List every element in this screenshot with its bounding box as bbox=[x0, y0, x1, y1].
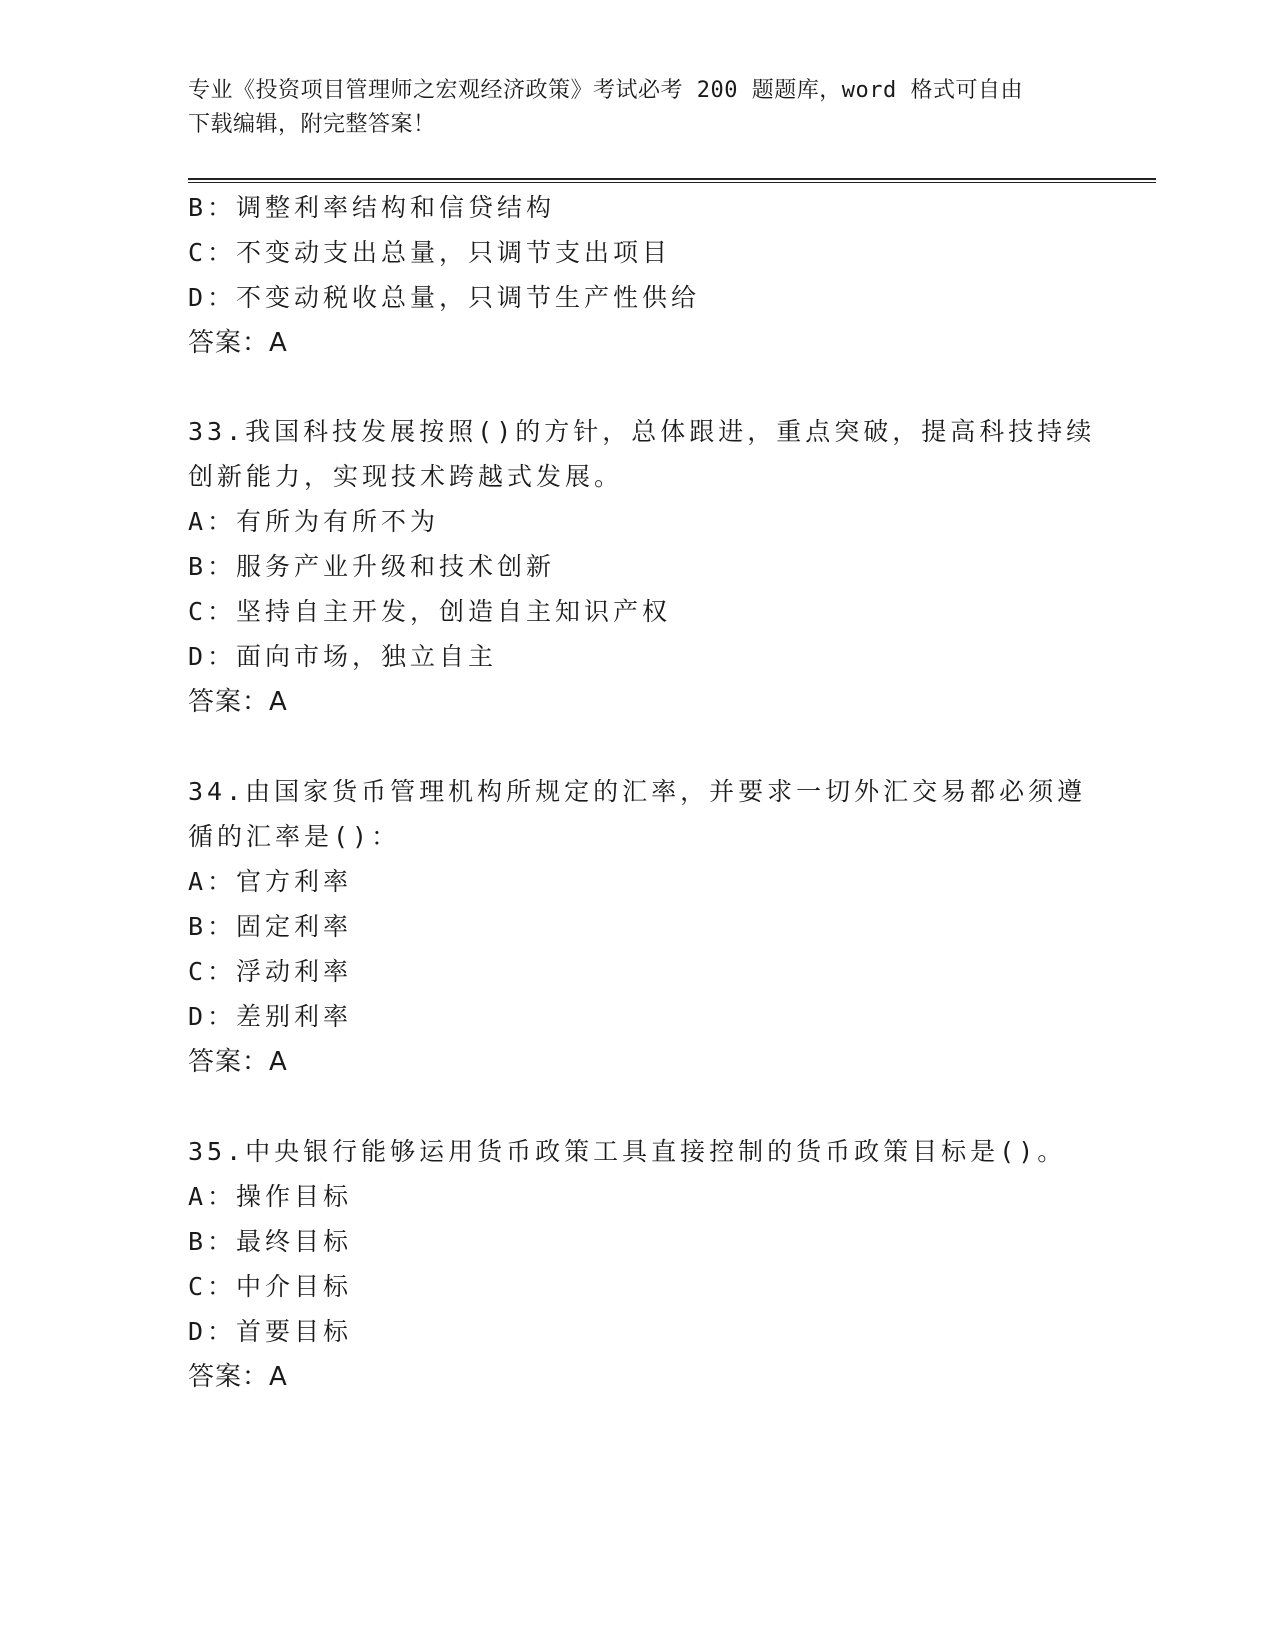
page-header bbox=[188, 74, 1088, 142]
q35-option-a: A：操作目标 bbox=[188, 1182, 353, 1211]
q35-option-c: C：中介目标 bbox=[188, 1272, 353, 1301]
q34-stem-line-2: 循的汇率是()： bbox=[188, 822, 401, 851]
q33-option-b: B：服务产业升级和技术创新 bbox=[188, 552, 556, 581]
q32-option-c: C：不变动支出总量，只调节支出项目 bbox=[188, 238, 672, 267]
q35-stem-line-1: 35.中央银行能够运用货币政策工具直接控制的货币政策目标是()。 bbox=[188, 1137, 1067, 1166]
q34-option-c: C：浮动利率 bbox=[188, 957, 353, 986]
q32-answer: 答案：A bbox=[188, 328, 288, 358]
header-divider bbox=[188, 178, 1156, 183]
q35-option-b: B：最终目标 bbox=[188, 1227, 353, 1256]
q34-stem-line-1: 34.由国家货币管理机构所规定的汇率，并要求一切外汇交易都必须遵 bbox=[188, 777, 1087, 806]
q34-option-d: D：差别利率 bbox=[188, 1002, 353, 1031]
q33-stem-line-2: 创新能力，实现技术跨越式发展。 bbox=[188, 462, 624, 491]
header-line-2: 下载编辑，附完整答案！ bbox=[188, 112, 436, 137]
q32-option-b: B：调整利率结构和信贷结构 bbox=[188, 193, 556, 222]
q33-option-a: A：有所为有所不为 bbox=[188, 507, 440, 536]
q34-option-a: A：官方利率 bbox=[188, 867, 353, 896]
q35-answer: 答案：A bbox=[188, 1362, 288, 1392]
q35-option-d: D：首要目标 bbox=[188, 1317, 353, 1346]
q32-option-d: D：不变动税收总量，只调节生产性供给 bbox=[188, 283, 701, 312]
q33-option-d: D：面向市场，独立自主 bbox=[188, 642, 498, 671]
q33-stem-line-1: 33.我国科技发展按照()的方针，总体跟进，重点突破，提高科技持续 bbox=[188, 417, 1096, 446]
q34-option-b: B：固定利率 bbox=[188, 912, 353, 941]
q33-answer: 答案：A bbox=[188, 687, 288, 717]
header-line-1: 专业《投资项目管理师之宏观经济政策》考试必考 200 题题库，word 格式可自由 bbox=[188, 78, 1023, 103]
q34-answer: 答案：A bbox=[188, 1047, 288, 1077]
q33-option-c: C：坚持自主开发，创造自主知识产权 bbox=[188, 597, 672, 626]
